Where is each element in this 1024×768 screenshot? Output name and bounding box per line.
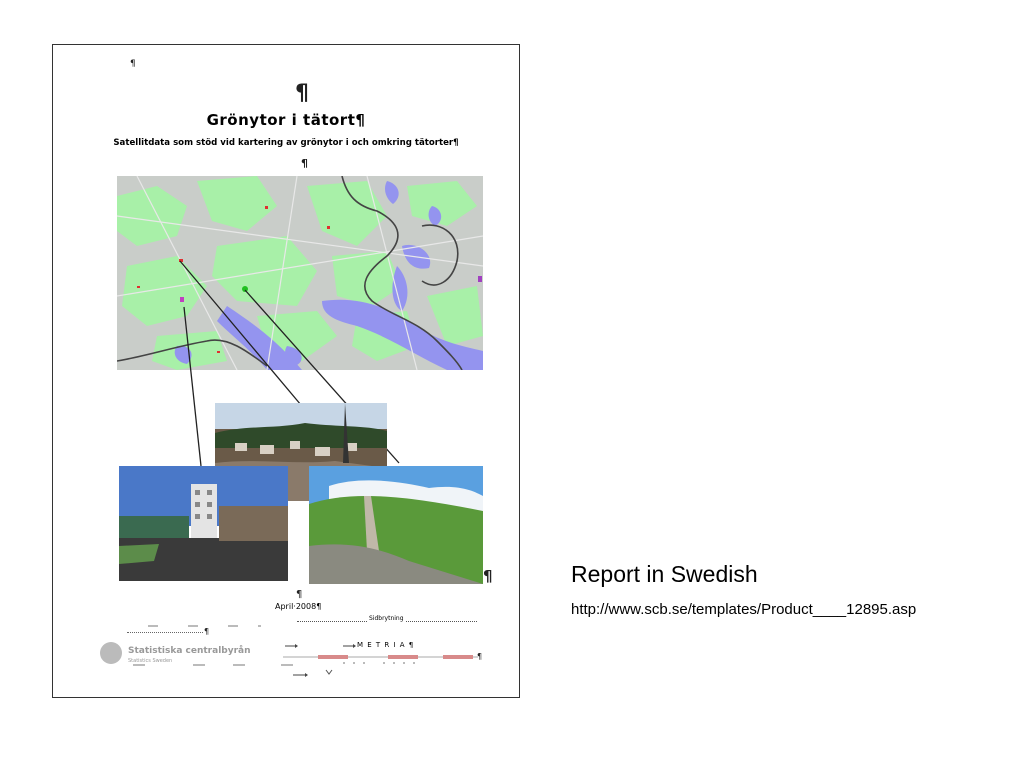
scb-logo-mark bbox=[99, 633, 125, 673]
pilcrow-after-photos: ¶ bbox=[483, 567, 493, 585]
footer-dotted-line bbox=[127, 632, 203, 633]
connector-lines bbox=[53, 45, 521, 699]
document-date: April·2008¶ bbox=[275, 602, 322, 611]
pilcrow-before-date: ¶ bbox=[296, 589, 303, 600]
document-title: Grönytor i tätort¶ bbox=[206, 111, 366, 129]
document-subtitle: Satellitdata som stöd vid kartering av grönytor i och omkring tätorter¶ bbox=[113, 138, 459, 148]
pilcrow-top: ¶ bbox=[130, 59, 136, 69]
metria-logo: M E T R I A ¶ bbox=[357, 641, 415, 649]
page-break-label: Sidbrytning bbox=[369, 615, 404, 622]
report-link[interactable]: http://www.scb.se/templates/Product____12895.asp bbox=[571, 601, 917, 618]
scb-logo-name: Statistiska centralbyrån bbox=[128, 646, 251, 656]
photo-apartment-buildings bbox=[119, 466, 288, 581]
metria-arrows bbox=[283, 642, 363, 650]
scb-logo-sub: Statistics Sweden bbox=[128, 658, 173, 664]
pilcrow-under-subtitle: ¶ bbox=[301, 157, 308, 170]
pilcrow-footer-left: ¶ bbox=[204, 627, 210, 636]
photo-green-hill bbox=[309, 466, 483, 584]
pilcrow-heading: ¶ bbox=[295, 81, 309, 106]
pilcrow-scale: ¶ bbox=[477, 652, 483, 661]
side-title: Report in Swedish bbox=[571, 561, 758, 587]
document-page bbox=[52, 44, 520, 698]
footer-dashes bbox=[148, 623, 268, 629]
footer-lower-marks bbox=[133, 662, 363, 680]
